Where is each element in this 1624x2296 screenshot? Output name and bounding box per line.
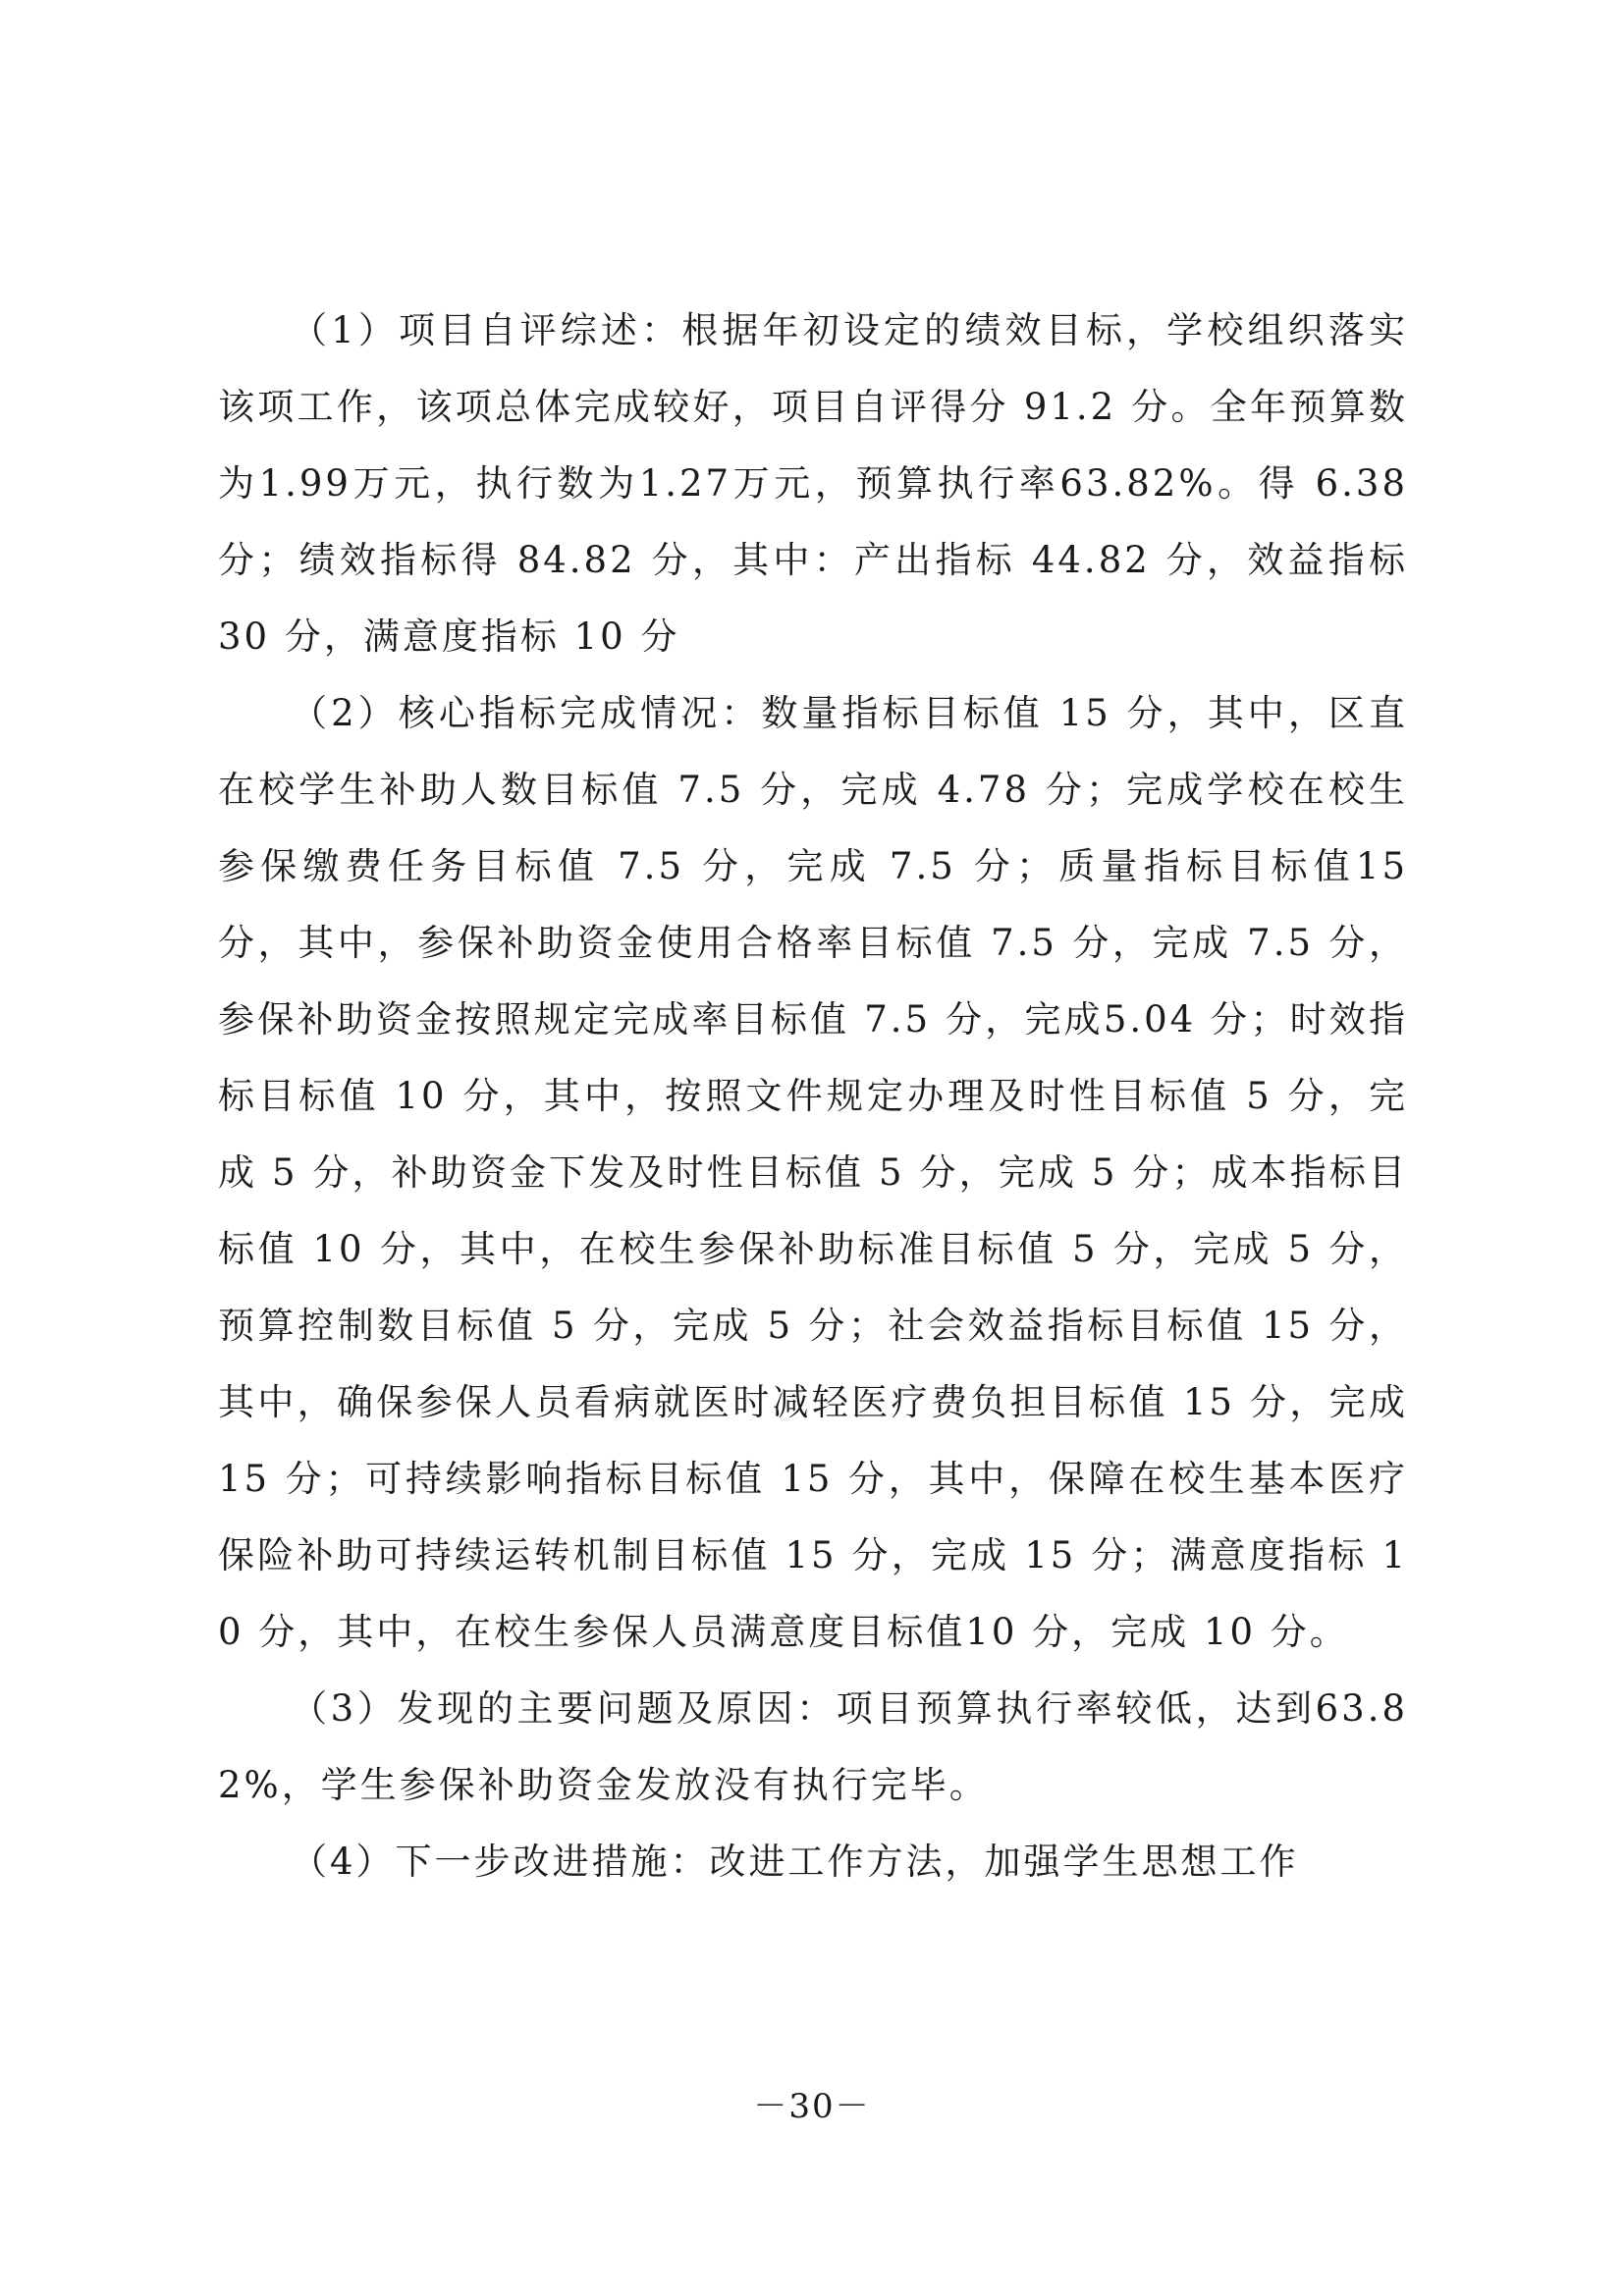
paragraph-self-evaluation-summary: （1）项目自评综述：根据年初设定的绩效目标，学校组织落实该项工作，该项总体完成较好，项目自评得分 91.2 分。全年预算数为1.99万元，执行数为1.27万元，预算执行率63.82%。得 6.38 分；绩效指标得 84.82 分，其中：产出指标 44.82 分，效益指标 30 分，满意度指标 10 分 bbox=[218, 309, 1408, 658]
paragraph-improvement-measures: （4）下一步改进措施：改进工作方法，加强学生思想工作 bbox=[291, 1841, 1299, 1883]
document-body bbox=[218, 293, 1408, 1900]
paragraph-core-indicators: （2）核心指标完成情况：数量指标目标值 15 分，其中，区直在校学生补助人数目标值 7.5 分，完成 4.78 分；完成学校在校生参保缴费任务目标值 7.5 分，完成 7.5 分；质量指标目标值15 分，其中，参保补助资金使用合格率目标值 7.5 分，完成 7.5 分，参保补助资金按照规定完成率目标值 7.5 分，完成5.04 分；时效指标目标值 10 分，其中，按照文件规定办理及时性目标值 5 分，完成 5 分，补助资金下发及时性目标值 5 分，完成 5 分；成本指标目标值 10 分，其中，在校生参保补助标准目标值 5 分，完成 5 分，预算控制数目标值 5 分，完成 5 分；社会效益指标目标值 15 分，其中，确保参保人员看病就医时减轻医疗费负担目标值 15 分，完成 15 分；可持续影响指标目标值 15 分，其中，保障在校生基本医疗保险补助可持续运转机制目标值 15 分，完成 15 分；满意度指标 10 分，其中，在校生参保人员满意度目标值10 分，完成 10 分。 bbox=[218, 692, 1408, 1653]
page-number: －30－ bbox=[753, 2087, 871, 2126]
paragraph-main-problems: （3）发现的主要问题及原因：项目预算执行率较低，达到63.82%，学生参保补助资金发放没有执行完毕。 bbox=[218, 1687, 1408, 1806]
